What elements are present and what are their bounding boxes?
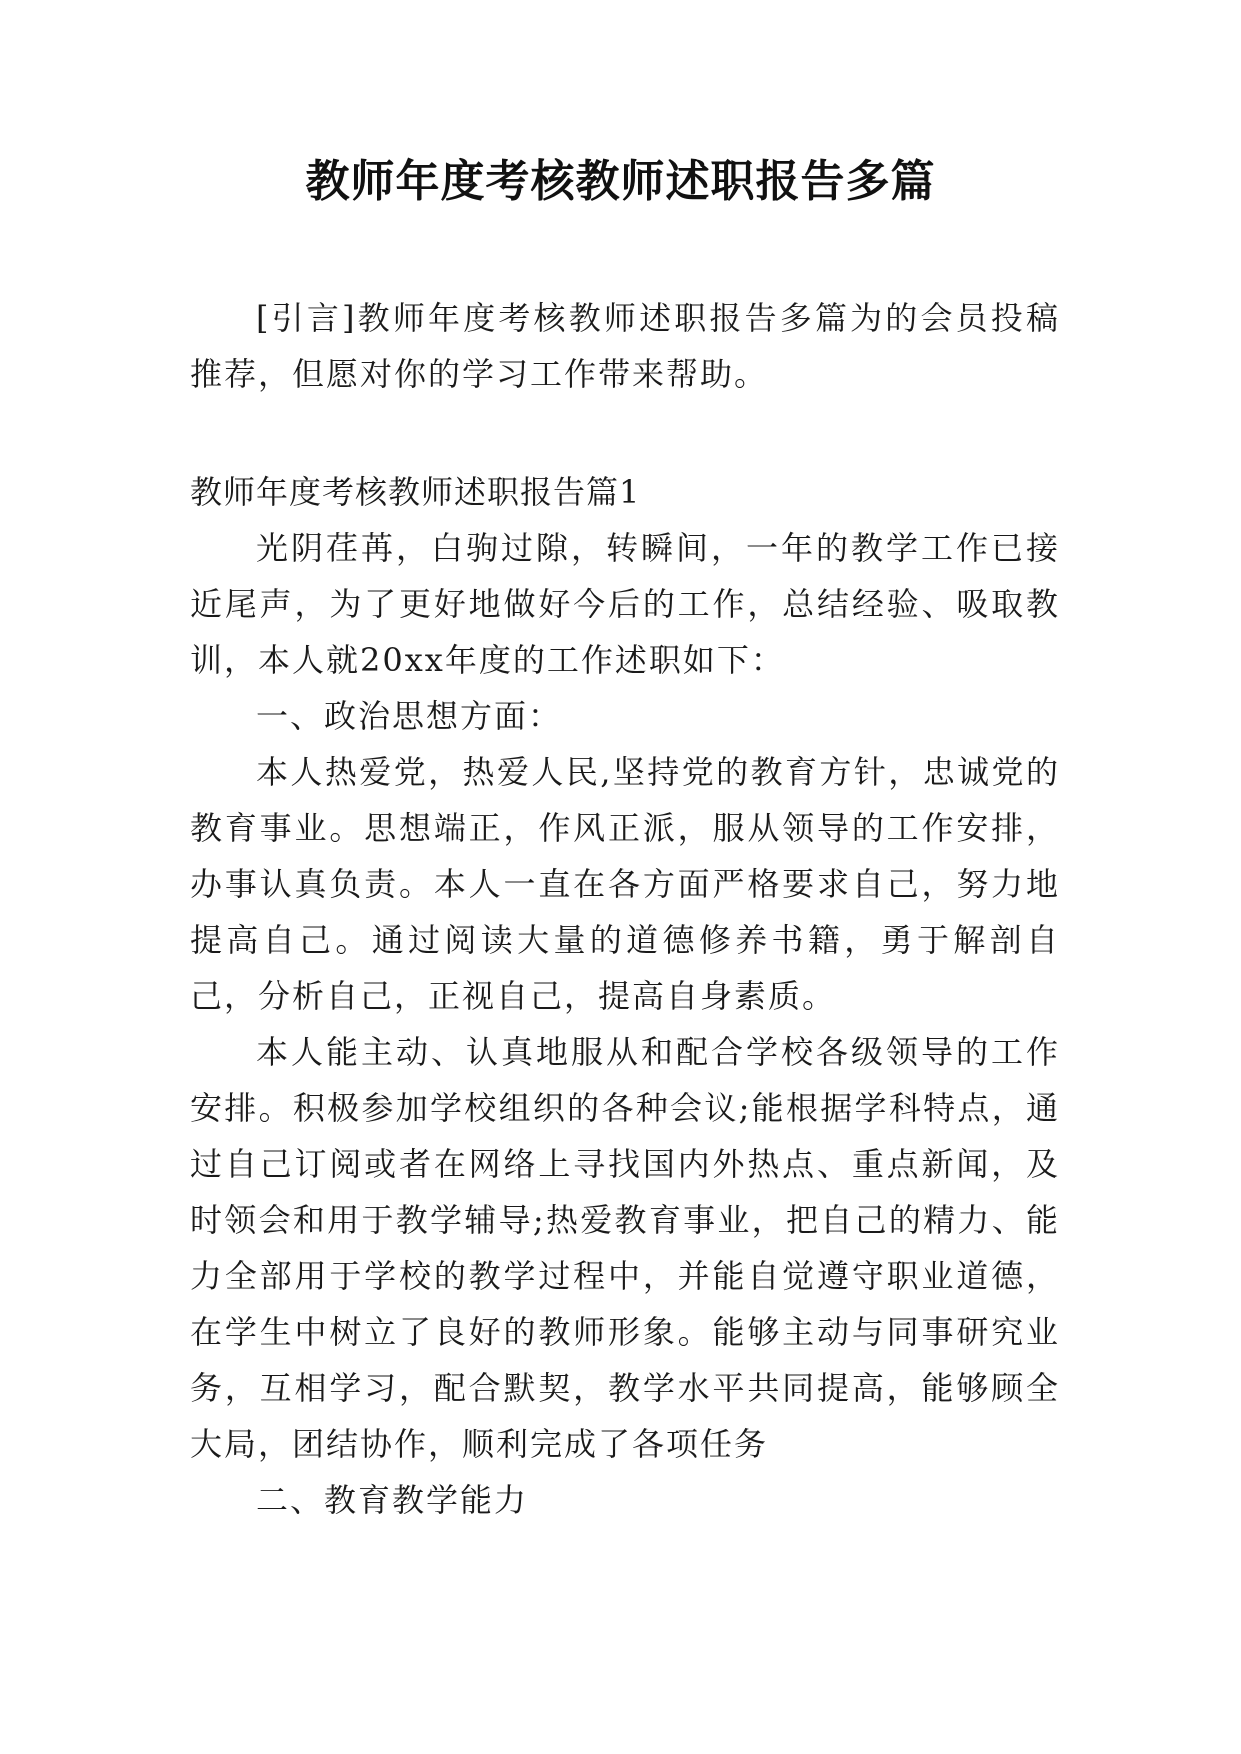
paragraph-political: 本人热爱党，热爱人民,坚持党的教育方针，忠诚党的教育事业。思想端正，作风正派，服从领导的工作安排，办事认真负责。本人一直在各方面严格要求自己，努力地提高自己。通过阅读大量的道德修养书籍，勇于解剖自己，分析自己，正视自己，提高自身素质。: [190, 753, 1060, 1015]
intro-paragraph: [引言]教师年度考核教师述职报告多篇为的会员投稿推荐，但愿对你的学习工作带来帮助。: [190, 299, 1060, 393]
document-title: 教师年度考核教师述职报告多篇: [305, 156, 936, 207]
paragraph-opening: 光阴荏苒，白驹过隙，转瞬间，一年的教学工作已接近尾声，为了更好地做好今后的工作，总结经验、吸取教训，本人就20xx年度的工作述职如下：: [190, 529, 1060, 679]
paragraph-cooperation: 本人能主动、认真地服从和配合学校各级领导的工作安排。积极参加学校组织的各种会议;能根据学科特点，通过自己订阅或者在网络上寻找国内外热点、重点新闻，及时领会和用于教学辅导;热爱教育事业，把自己的精力、能力全部用于学校的教学过程中，并能自觉遵守职业道德，在学生中树立了良好的教师形象。能够主动与同事研究业务，互相学习，配合默契，教学水平共同提高，能够顾全大局，团结协作，顺利完成了各项任务: [190, 1033, 1060, 1463]
subheading-teaching: 二、教育教学能力: [256, 1481, 529, 1519]
document-body: [190, 520, 1060, 1528]
subheading-political: 一、政治思想方面：: [256, 697, 563, 735]
section-heading: 教师年度考核教师述职报告篇1: [190, 473, 641, 511]
